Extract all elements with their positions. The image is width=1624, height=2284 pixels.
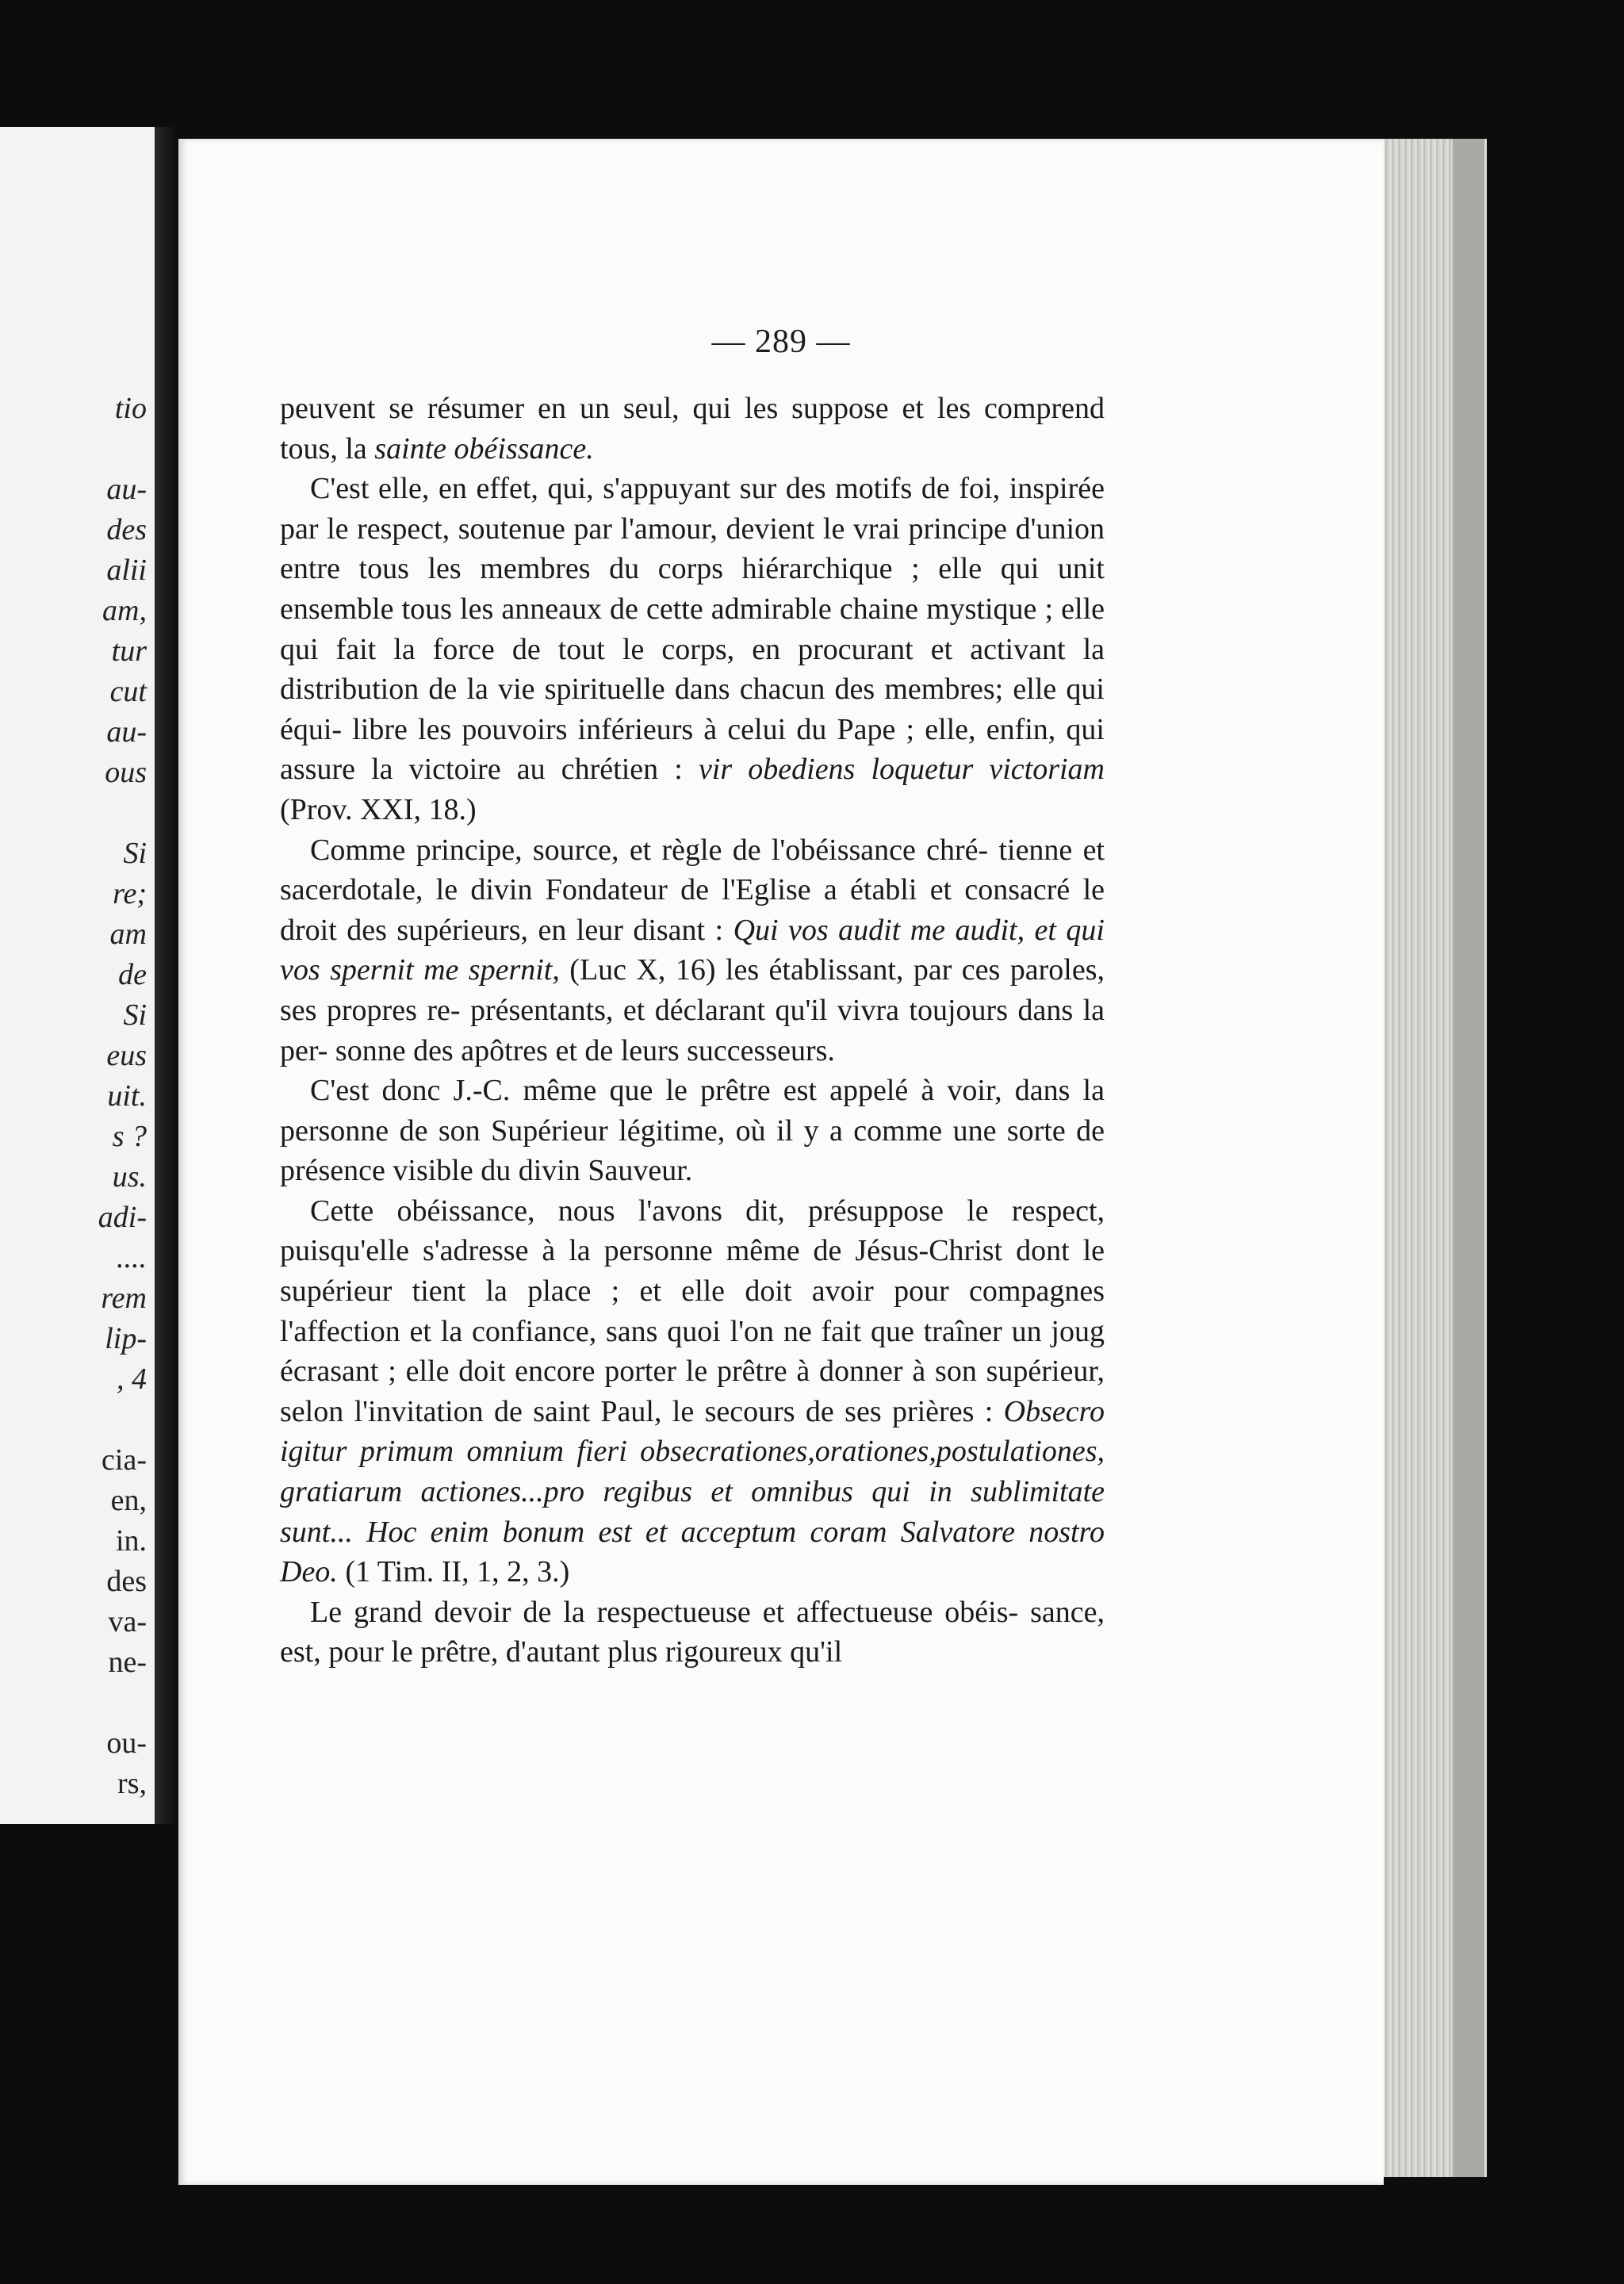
facing-line-fragment: cut bbox=[109, 675, 147, 708]
facing-line-fragment: us. bbox=[112, 1160, 147, 1194]
facing-line-fragment: va- bbox=[108, 1605, 147, 1638]
paragraph bbox=[280, 1592, 1105, 1673]
italic-run: Obsecro igitur primum omnium fieri obsecrationes,orationes,postulationes, gratiarum actiones...pro regibus et omnibus qui in sublimitate sunt... Hoc enim bonum est et acceptum coram Salvatore nostro Deo. bbox=[280, 1394, 1105, 1589]
facing-line-fragment: .... bbox=[117, 1241, 147, 1274]
facing-line-fragment bbox=[98, 1400, 147, 1440]
paragraph bbox=[280, 830, 1105, 1071]
paragraph bbox=[280, 1071, 1105, 1191]
paragraph bbox=[280, 1191, 1105, 1592]
facing-line-fragment: au- bbox=[106, 715, 147, 749]
text-run: (1 Tim. II, 1, 2, 3.) bbox=[337, 1555, 570, 1589]
facing-line-fragment: uit. bbox=[107, 1079, 147, 1113]
facing-line-fragment: de bbox=[118, 958, 147, 991]
facing-line-fragment: am bbox=[109, 918, 147, 951]
facing-line-fragment: au- bbox=[106, 473, 147, 506]
facing-line-fragment: ou- bbox=[106, 1726, 147, 1760]
text-run: C'est elle, en effet, qui, s'appuyant sur des motifs de foi, inspirée par le respect, soutenue par l'amour, devient le vrai principe d'union entre tous les membres du corps hiérarchique ; elle qui unit ensemble tous les anneaux de cette admirable chaine mystique ; elle qui fait la force de tout le corps, en procurant et activant la distribution de la vie spirituelle dans chacun des membres; elle qui équi- libre les pouvoirs inférieurs à celui du Pape ; elle, enfin, qui assure la victoire au chrétien : bbox=[280, 472, 1105, 787]
facing-line-fragment: ne- bbox=[108, 1646, 147, 1679]
facing-page-left bbox=[0, 127, 155, 1824]
facing-line-fragment: s ? bbox=[112, 1120, 147, 1153]
italic-run: sainte obéissance. bbox=[374, 431, 594, 466]
facing-line-fragment: tio bbox=[114, 392, 147, 425]
italic-run: Qui vos audit me audit, et qui vos spernit me spernit, bbox=[280, 913, 1105, 987]
facing-line-fragment: des bbox=[106, 513, 147, 546]
paragraph bbox=[280, 389, 1105, 469]
facing-line-fragment: rem bbox=[101, 1282, 147, 1315]
text-run: Cette obéissance, nous l'avons dit, présuppose le respect, puisqu'elle s'adresse à la personne même de Jésus-Christ dont le supérieur tient la place ; et elle doit avoir pour compagnes l'affection et la confiance, sans quoi l'on ne fait que traîner un joug écrasant ; elle doit encore porter le prêtre à donner à son supérieur, selon l'invitation de saint Paul, le secours de ses prières : bbox=[280, 1194, 1105, 1428]
facing-page-text bbox=[98, 389, 147, 1804]
facing-line-fragment: re; bbox=[113, 877, 147, 910]
page-edges-shadow bbox=[1453, 139, 1484, 2177]
page-body-text bbox=[280, 389, 1105, 1673]
page-number: — 289 — bbox=[711, 324, 851, 360]
text-run: peuvent se résumer en un seul, qui les suppose et les comprend tous, la bbox=[280, 392, 1105, 466]
text-run: (Prov. XXI, 18.) bbox=[280, 792, 477, 826]
text-run: Comme principe, source, et règle de l'obéissance chré- tienne et sacerdotale, le divin Fondateur de l'Eglise a établi et consacré le droit des supérieurs, en leur disant : bbox=[280, 833, 1105, 947]
facing-line-fragment: cia- bbox=[102, 1443, 147, 1477]
italic-run: vir obediens loquetur victoriam bbox=[698, 753, 1105, 787]
facing-line-fragment: en, bbox=[110, 1484, 147, 1517]
facing-line-fragment: Si bbox=[123, 998, 147, 1032]
book-spine bbox=[155, 127, 178, 1824]
paragraph bbox=[280, 469, 1105, 830]
facing-line-fragment: adi- bbox=[98, 1201, 147, 1234]
facing-line-fragment: eus bbox=[106, 1039, 147, 1072]
book-page bbox=[178, 139, 1384, 2185]
facing-line-fragment: in. bbox=[115, 1524, 147, 1558]
facing-line-fragment bbox=[98, 1683, 147, 1723]
facing-line-fragment: , 4 bbox=[117, 1362, 147, 1396]
facing-line-fragment: Si bbox=[123, 837, 147, 870]
facing-line-fragment: alii bbox=[106, 554, 147, 587]
text-run: (Luc X, 16) les établissant, par ces paroles, ses propres re- présentants, et déclarant qu'il vivra toujours dans la per- sonne des apôtres et de leurs successeurs. bbox=[280, 953, 1105, 1067]
text-run: Le grand devoir de la respectueuse et affectueuse obéis- sance, est, pour le prêtre, d'autant plus rigoureux qu'il bbox=[280, 1595, 1105, 1669]
facing-line-fragment bbox=[98, 429, 147, 469]
facing-line-fragment: rs, bbox=[117, 1767, 147, 1800]
facing-line-fragment: am, bbox=[102, 594, 147, 627]
facing-line-fragment: tur bbox=[111, 634, 147, 668]
facing-line-fragment: ous bbox=[105, 756, 147, 789]
facing-line-fragment: lip- bbox=[105, 1322, 147, 1355]
facing-line-fragment: des bbox=[106, 1565, 147, 1598]
facing-line-fragment bbox=[98, 793, 147, 834]
text-run: C'est donc J.-C. même que le prêtre est appelé à voir, dans la personne de son Supérieur légitime, où il y a comme une sorte de présence visible du divin Sauveur. bbox=[280, 1074, 1105, 1188]
